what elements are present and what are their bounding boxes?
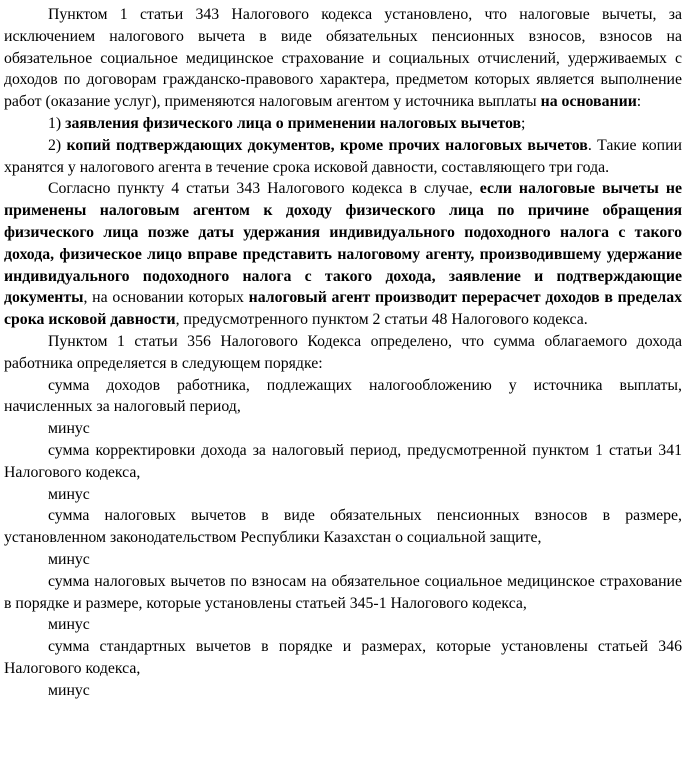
paragraph	[4, 614, 682, 636]
text-segment: 1)	[48, 114, 66, 132]
paragraph	[4, 549, 682, 571]
paragraph	[4, 484, 682, 506]
text-segment: на основании	[540, 93, 637, 111]
paragraph	[4, 178, 682, 331]
text-segment: минус	[48, 550, 90, 568]
text-segment: . Такие копии хранятся у налогового агента в течение срока исковой давности, составляющего три года.	[4, 136, 682, 176]
text-segment: если налоговые вычеты не применены налоговым агентом к доходу физического лица по причине обращения физического лица позже даты удержания индивидуального подоходного налога с такого дохода, физическое лицо вправе представить налоговому агенту, производившему удержание индивидуального подоходного налога с такого дохода, заявление и подтверждающие документы	[4, 180, 682, 307]
text-segment: ;	[520, 114, 526, 132]
paragraph	[4, 331, 682, 375]
text-segment: сумма корректировки дохода за налоговый период, предусмотренной пунктом 1 статьи 341 Налогового кодекса,	[4, 441, 682, 481]
paragraph	[4, 135, 682, 179]
text-segment: минус	[48, 420, 90, 438]
paragraph	[4, 680, 682, 702]
text-segment: сумма налоговых вычетов по взносам на обязательное социальное медицинское страхование в порядке и размере, которые установлены статьей 345-1 Налогового кодекса,	[4, 572, 682, 612]
document-body	[4, 4, 682, 702]
text-segment: , предусмотренного пунктом 2 статьи 48 Налогового кодекса.	[175, 311, 588, 329]
text-segment: налоговый агент производит перерасчет доходов в пределах срока исковой давности	[4, 289, 682, 329]
text-segment: минус	[48, 616, 90, 634]
text-segment: Согласно пункту 4 статьи 343 Налогового кодекса в случае,	[48, 180, 480, 198]
paragraph	[4, 571, 682, 615]
text-segment: копий подтверждающих документов, кроме прочих налоговых вычетов	[66, 136, 588, 154]
paragraph	[4, 375, 682, 419]
paragraph	[4, 113, 682, 135]
text-segment: Пунктом 1 статьи 356 Налогового Кодекса определено, что сумма облагаемого дохода работника определяется в следующем порядке:	[4, 332, 682, 372]
text-segment: сумма доходов работника, подлежащих налогообложению у источника выплаты, начисленных за налоговый период,	[4, 376, 682, 416]
paragraph	[4, 636, 682, 680]
text-segment: сумма налоговых вычетов в виде обязательных пенсионных взносов в размере, установленном законодательством Республики Казахстан о социальной защите,	[4, 507, 682, 547]
paragraph	[4, 505, 682, 549]
text-segment: заявления физического лица о применении налоговых вычетов	[65, 114, 521, 132]
paragraph	[4, 418, 682, 440]
text-segment: :	[636, 93, 642, 111]
paragraph	[4, 4, 682, 113]
text-segment: 2)	[48, 136, 67, 154]
text-segment: сумма стандартных вычетов в порядке и размерах, которые установлены статьей 346 Налогового кодекса,	[4, 638, 682, 677]
paragraph	[4, 440, 682, 484]
text-segment: , на основании которых	[83, 289, 249, 307]
text-segment: Пунктом 1 статьи 343 Налогового кодекса установлено, что налоговые вычеты, за исключением налогового вычета в виде обязательных пенсионных взносов, взносов на обязательное социальное медицинское страхование и социальных отчислений, удерживаемых с доходов по договорам гражданско-правового характера, предметом которых является выполнение работ (оказание услуг), применяются налоговым агентом у источника выплаты	[4, 6, 682, 111]
text-segment: минус	[48, 485, 90, 503]
text-segment: минус	[48, 681, 90, 699]
